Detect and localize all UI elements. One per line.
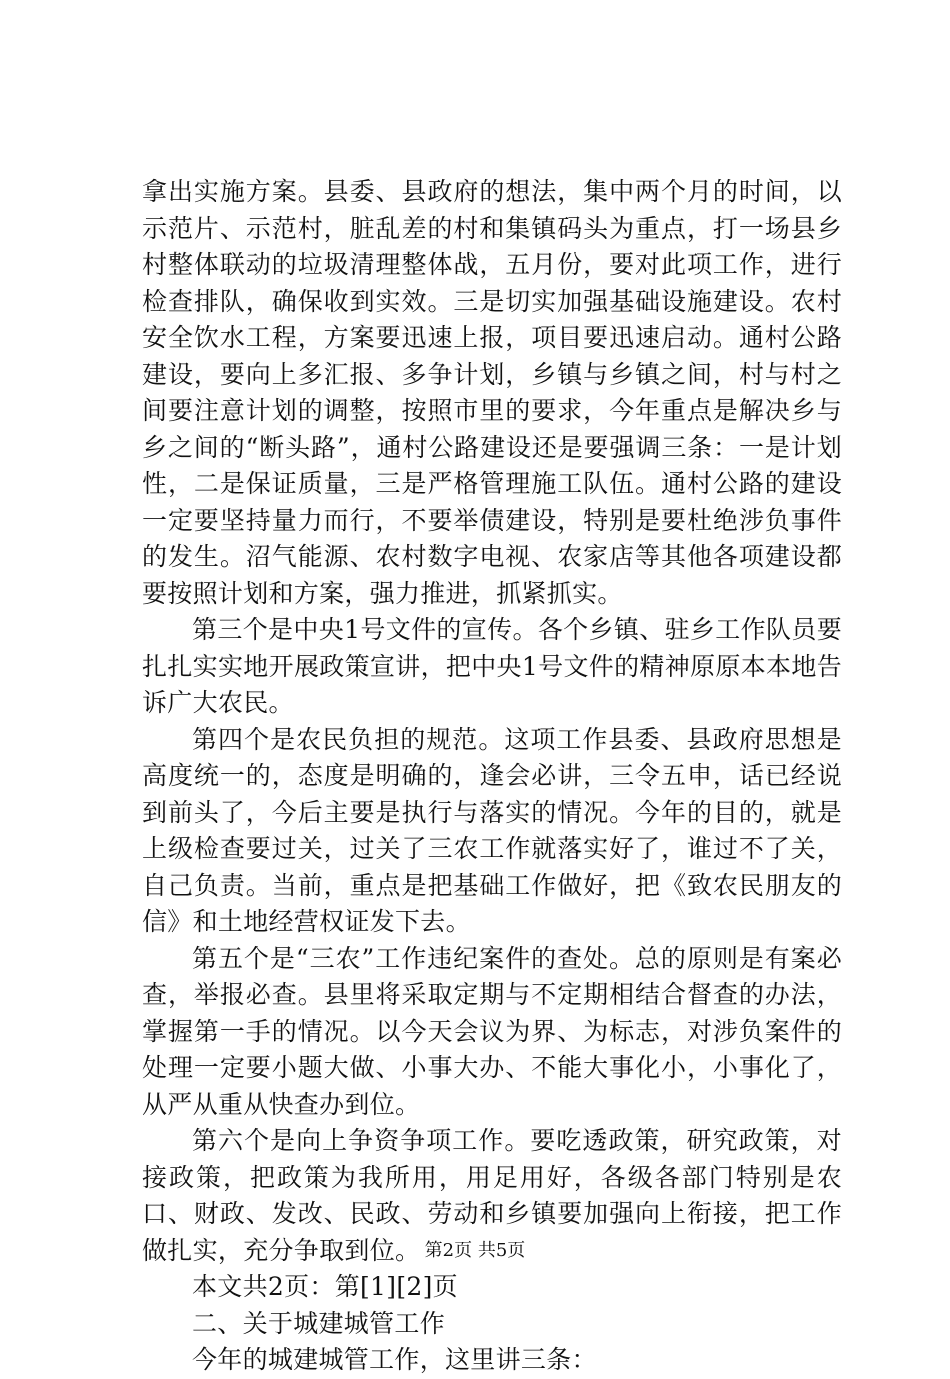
paragraph-item-four: 第四个是农民负担的规范。这项工作县委、县政府思想是高度统一的，态度是明确的，逢会必讲，三令五申，话已经说到前头了，今后主要是执行与落实的情况。今年的目的，就是上级检查要过关，过关了三农工作就落实好了，谁过不了关，自己负责。当前，重点是把基础工作做好，把《致农民朋友的信》和土地经营权证发下去。 [142, 724, 842, 936]
page-footer: 第2页 共5页 [424, 1240, 526, 1261]
paragraph-item-six: 第六个是向上争资争项工作。要吃透政策，研究政策，对接政策，把政策为我所用，用足用好，各级各部门特别是农口、财政、发改、民政、劳动和乡镇要加强向上衔接，把工作做扎实，充分争取到位。 [142, 1126, 842, 1265]
paragraph-item-three: 第三个是中央1号文件的宣传。各个乡镇、驻乡工作队员要扎扎实实地开展政策宣讲，把中央1号文件的精神原原本本地告诉广大农民。 [142, 615, 842, 717]
paragraph-section-intro: 今年的城建城管工作，这里讲三条： [192, 1345, 597, 1374]
document-body [142, 174, 842, 1379]
paragraph-item-five: 第五个是“三农”工作违纪案件的查处。总的原则是有案必查，举报必查。县里将采取定期与不定期相结合督查的办法，掌握第一手的情况。以今天会议为界、为标志，对涉负案件的处理一定要小题大做、小事大办、不能大事化小，小事化了，从严从重从快查办到位。 [142, 943, 842, 1119]
pagination-note: 本文共2页：第[1][2]页 [192, 1272, 458, 1301]
section-heading: 二、关于城建城管工作 [192, 1308, 446, 1338]
paragraph-continuation: 拿出实施方案。县委、县政府的想法，集中两个月的时间，以示范片、示范村，脏乱差的村和集镇码头为重点，打一场县乡村整体联动的垃圾清理整体战，五月份，要对此项工作，进行检查排队，确保收到实效。三是切实加强基础设施建设。农村安全饮水工程，方案要迅速上报，项目要迅速启动。通村公路建设，要向上多汇报、多争计划，乡镇与乡镇之间，村与村之间要注意计划的调整，按照市里的要求，今年重点是解决乡与乡之间的“断头路”，通村公路建设还是要强调三条：一是计划性，二是保证质量，三是严格管理施工队伍。通村公路的建设一定要坚持量力而行，不要举债建设，特别是要杜绝涉负事件的发生。沼气能源、农村数字电视、农家店等其他各项建设都要按照计划和方案，强力推进，抓紧抓实。 [142, 177, 842, 608]
